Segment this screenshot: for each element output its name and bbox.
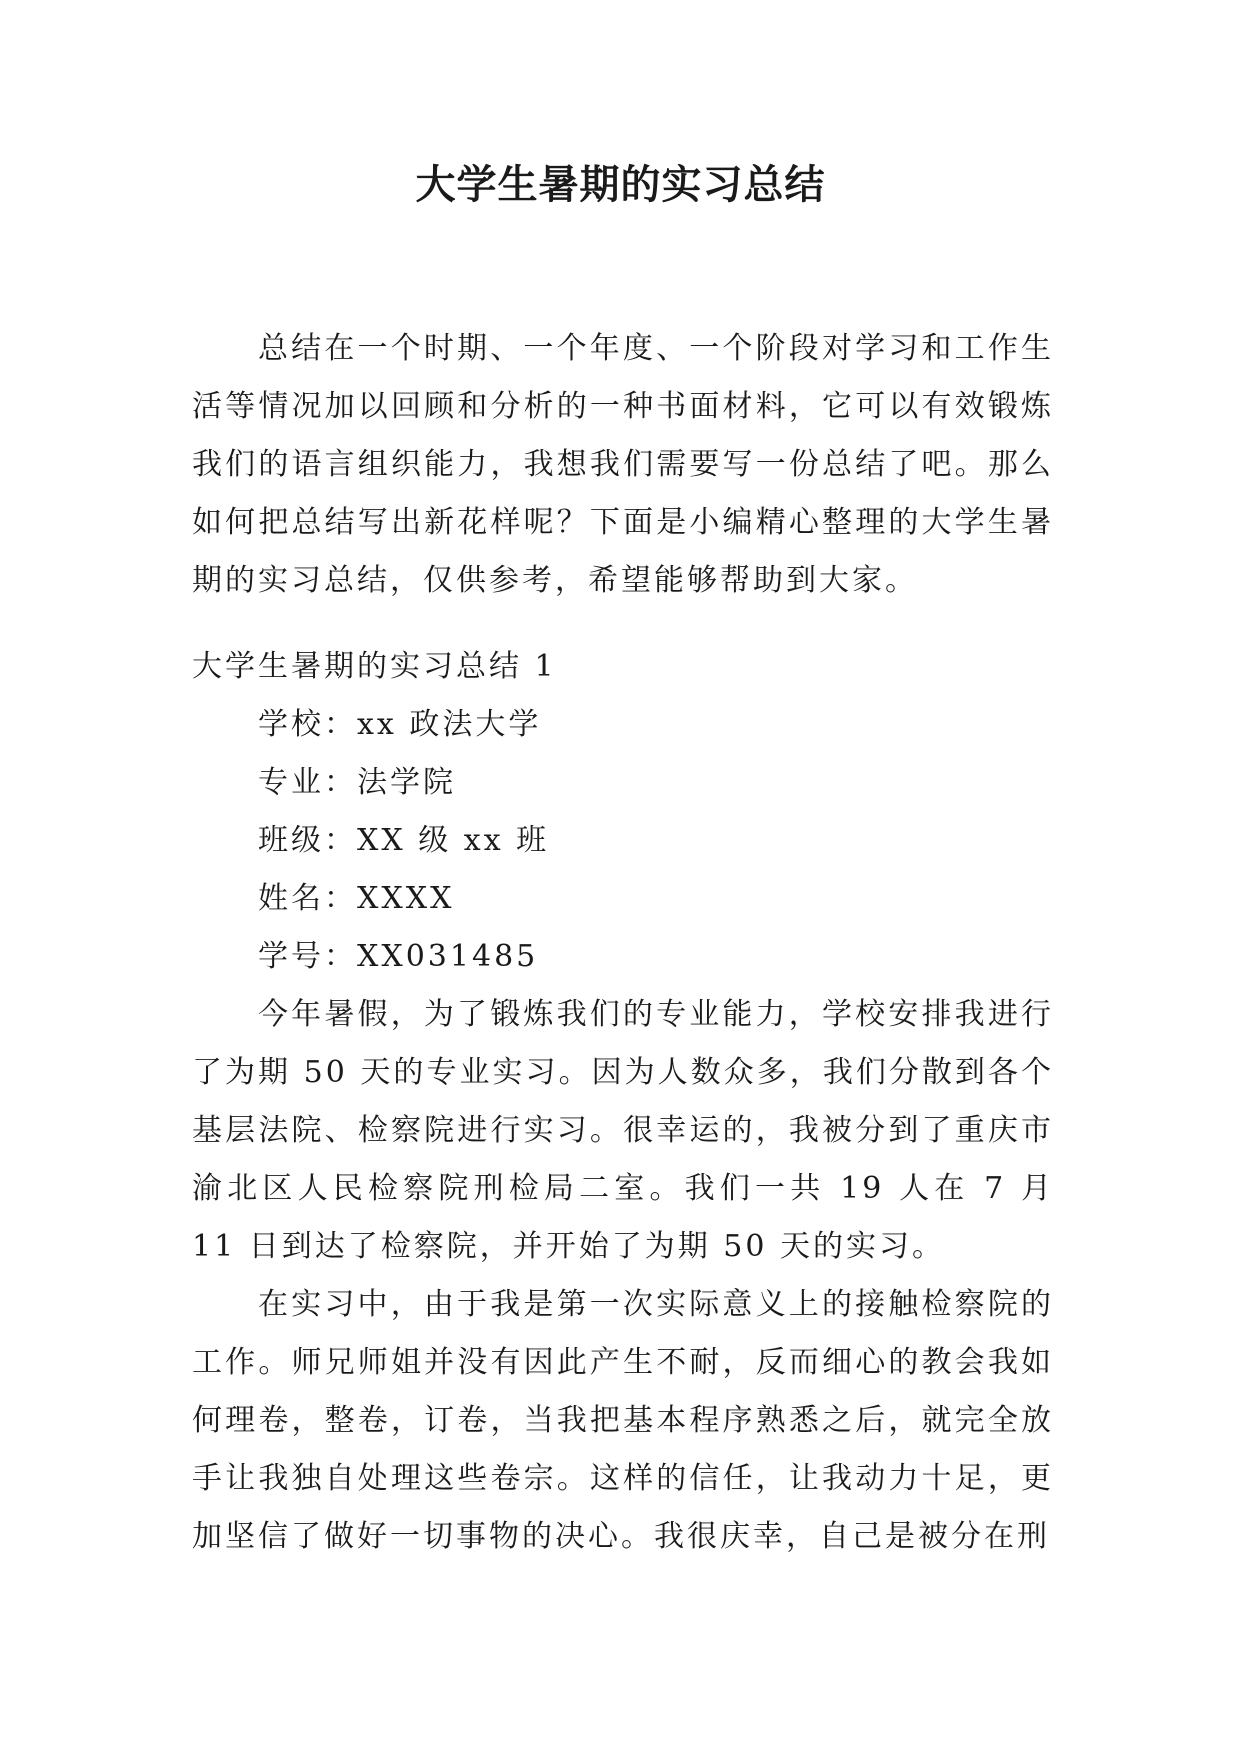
info-value: XX 级 xx 班 xyxy=(357,823,550,858)
body-paragraph-1: 今年暑假，为了锻炼我们的专业能力，学校安排我进行了为期 50 天的专业实习。因为人数众多，我们分散到各个基层法院、检察院进行实习。很幸运的，我被分到了重庆市渝北区人民检察院刑检局二室。我们一共 19 人在 7 月 11 日到达了检察院，并开始了为期 50 天的实习。 xyxy=(192,997,1054,1264)
section-heading: 大学生暑期的实习总结 1 xyxy=(192,649,557,684)
info-label: 姓名： xyxy=(258,881,357,916)
info-value: xx 政法大学 xyxy=(357,707,542,742)
info-line-name xyxy=(192,870,1054,928)
info-line-class xyxy=(192,812,1054,870)
body-paragraph-2: 在实习中，由于我是第一次实际意义上的接触检察院的工作。师兄师姐并没有因此产生不耐，反而细心的教会我如何理卷，整卷，订卷，当我把基本程序熟悉之后，就完全放手让我独自处理这些卷宗。这样的信任，让我动力十足，更加坚信了做好一切事物的决心。我很庆幸，自己是被分在刑 xyxy=(192,1287,1054,1554)
info-label: 学校： xyxy=(258,707,357,742)
info-value: XX031485 xyxy=(357,939,539,974)
info-label: 班级： xyxy=(258,823,357,858)
info-line-major xyxy=(192,754,1054,812)
info-label: 学号： xyxy=(258,939,357,974)
intro-paragraph: 总结在一个时期、一个年度、一个阶段对学习和工作生活等情况加以回顾和分析的一种书面材料，它可以有效锻炼我们的语言组织能力，我想我们需要写一份总结了吧。那么如何把总结写出新花样呢？下面是小编精心整理的大学生暑期的实习总结，仅供参考，希望能够帮助到大家。 xyxy=(192,331,1054,598)
info-value: 法学院 xyxy=(357,765,456,800)
info-line-school xyxy=(192,696,1054,754)
document-body xyxy=(192,638,1054,1566)
info-line-student-id xyxy=(192,928,1054,986)
info-value: XXXX xyxy=(357,881,455,916)
info-label: 专业： xyxy=(258,765,357,800)
document-title: 大学生暑期的实习总结 xyxy=(415,162,826,208)
